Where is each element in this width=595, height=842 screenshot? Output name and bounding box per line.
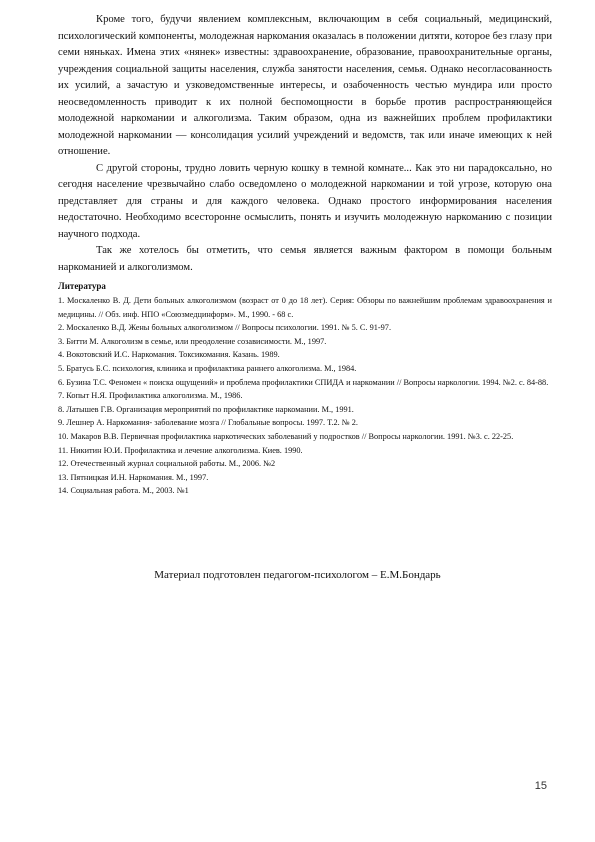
reference-item: 3. Битти М. Алкоголизм в семье, или преодоление созависимости. М., 1997.	[58, 336, 327, 346]
reference-item: 13. Пятницкая И.Н. Наркомания. М., 1997.	[58, 472, 209, 482]
author-credit: Материал подготовлен педагогом-психологом – Е.М.Бондарь	[154, 569, 441, 581]
body-paragraph-1: Кроме того, будучи явлением комплексным, включающим в себя социальный, медицинский, психологический компоненты, молодежная наркомания оказалась в положении дитяти, которое без глазу при семи няньках. Имена этих «нянек» известны: здравоохранение, образование, правоохранительные органы, учреждения социальной защиты населения, служба занятости населения, семья. Однако несогласованность их усилий, а зачастую и узковедомственные интересы, и озабоченность честью мундира или просто неосведомленность приводит к их полной беспомощности в борьбе против распространяющейся молодежной наркомании и алкоголизма. Таким образом, одна из важнейших проблем профилактики молодежной наркомании — консолидация усилий учреждений и ведомств, так или иначе имеющих к ней отношение.	[58, 14, 552, 157]
reference-item: 5. Братусь Б.С. психология, клиника и профилактика раннего алкоголизма. М., 1984.	[58, 363, 357, 373]
reference-list	[58, 294, 552, 498]
body-paragraph-2: С другой стороны, трудно ловить черную кошку в темной комнате... Как это ни парадоксально, но сегодня население чрезвычайно слабо осведомлено о молодежной наркомании и той угрозе, которую она представляет для страны и для каждого человека. Однако простого информирования населения недостаточно. Необходимо всесторонне осмыслить, понять и изучить молодежную наркоманию с позиции научного подхода.	[58, 162, 552, 240]
reference-item: 14. Социальная работа. М., 2003. №1	[58, 486, 189, 496]
reference-item: 1. Москаленко В. Д. Дети больных алкоголизмом (возраст от 0 до 18 лет). Серия: Обзоры по важнейшим проблемам здравоохранения и медицины. // Обз. инф. НПО «Союзмедцинформ». М., 1990. - 68 с.	[58, 296, 552, 319]
reference-item: 11. Никитин Ю.И. Профилактика и лечение алкоголизма. Киев. 1990.	[58, 445, 303, 455]
reference-item: 12. Отечественный журнал социальной работы. М., 2006. №2	[58, 459, 276, 469]
reference-item: 7. Копыт Н.Я. Профилактика алкоголизма. М., 1986.	[58, 391, 243, 401]
reference-item: 10. Макаров В.В. Первичная профилактика наркотических заболеваний у подростков // Вопросы наркологии. 1991. №3. с. 22-25.	[58, 431, 514, 441]
reference-item: 4. Вокотовский И.С. Наркомания. Токсикомания. Казань. 1989.	[58, 350, 280, 360]
literature-heading: Литература	[58, 281, 106, 291]
page-number: 15	[534, 780, 547, 792]
reference-item: 6. Бузина Т.С. Феномен « поиска ощущений» и проблема профилактики СПИДА и наркомании // Вопросы наркологии. 1994. №2. с. 84-88.	[58, 377, 549, 387]
reference-item: 2. Москаленко В.Д. Жены больных алкоголизмом // Вопросы психологии. 1991. № 5. С. 91-97.	[58, 323, 392, 333]
page-content	[58, 12, 552, 498]
reference-item: 9. Лешнер А. Наркомания- заболевание мозга // Глобальные вопросы. 1997. Т.2. № 2.	[58, 418, 359, 428]
body-paragraph-3: Так же хотелось бы отметить, что семья является важным фактором в помощи больным наркоманией и алкоголизмом.	[58, 245, 552, 273]
reference-item: 8. Латышев Г.В. Организация мероприятий по профилактике наркомании. М., 1991.	[58, 404, 354, 414]
